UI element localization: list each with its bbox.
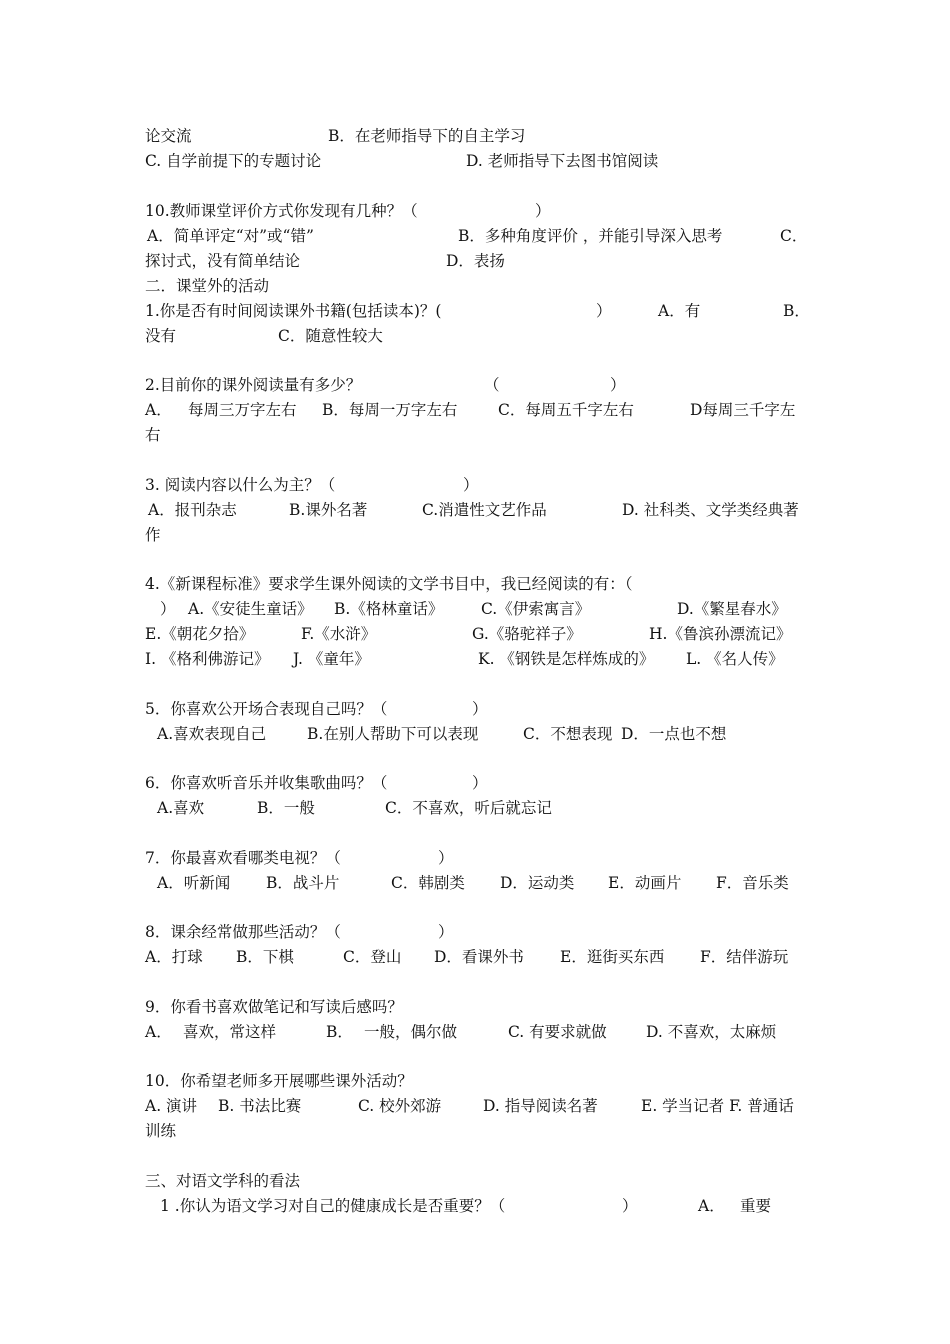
text-segment: D. 社科类、文学类经典著 xyxy=(622,501,799,519)
text-segment: E. 学当记者 F. 普通话 xyxy=(641,1097,794,1115)
text-segment: 2.目前你的课外阅读量有多少？ xyxy=(145,376,362,394)
text-segment: B．一般 xyxy=(257,799,315,817)
text-segment: A.喜欢表现自己 xyxy=(157,725,267,743)
text-segment: F．音乐类 xyxy=(716,874,789,892)
text-segment: A．简单评定“对”或“错” xyxy=(147,227,314,245)
text-segment: D．一点也不想 xyxy=(621,725,727,743)
text-segment: A． xyxy=(698,1197,725,1215)
text-segment: B．战斗片 xyxy=(266,874,340,892)
text-segment: 7．你最喜欢看哪类电视？（ xyxy=(145,849,341,867)
text-segment: 5．你喜欢公开场合表现自己吗？（ xyxy=(145,700,388,718)
text-segment: C．韩剧类 xyxy=(391,874,465,892)
text-segment: A．报刊杂志 xyxy=(148,501,237,519)
text-segment: H.《鲁滨孙漂流记》 xyxy=(649,625,792,643)
text-segment: A．打球 xyxy=(145,948,203,966)
text-segment: 4.《新课程标准》要求学生课外阅读的文学书目中，我已经阅读的有：（ xyxy=(145,575,633,593)
text-segment: F.《水浒》 xyxy=(301,625,377,643)
text-segment: 10．你希望老师多开展哪些课外活动？ xyxy=(145,1072,413,1090)
text-segment: 10.教师课堂评价方式你发现有几种？（ xyxy=(145,202,418,220)
text-segment: 喜欢，常这样 xyxy=(183,1023,277,1041)
text-segment: C． xyxy=(780,227,808,245)
text-segment: B.课外名著 xyxy=(289,501,368,519)
text-segment: C. 自学前提下的专题讨论 xyxy=(145,152,322,170)
text-segment: G.《骆驼祥子》 xyxy=(472,625,582,643)
text-segment: 论交流 xyxy=(145,127,192,145)
text-segment: C．每周五千字左右 xyxy=(498,401,634,419)
text-segment: 作 xyxy=(145,526,161,544)
text-segment: C．不想表现 xyxy=(523,725,613,743)
text-segment: ） xyxy=(622,1197,638,1215)
text-segment: 训练 xyxy=(145,1122,177,1140)
text-segment: C．不喜欢，听后就忘记 xyxy=(385,799,552,817)
text-segment: ） xyxy=(472,700,488,718)
text-segment: F．结伴游玩 xyxy=(700,948,789,966)
text-segment: ） xyxy=(472,774,488,792)
text-segment: K. 《钢铁是怎样炼成的》 xyxy=(478,650,655,668)
text-segment: B．多种角度评价 ，并能引导深入思考 xyxy=(458,227,723,245)
text-segment: E．逛街买东西 xyxy=(560,948,665,966)
text-segment: ） xyxy=(610,376,626,394)
text-segment: B． xyxy=(783,302,810,320)
text-segment: 6．你喜欢听音乐并收集歌曲吗？（ xyxy=(145,774,388,792)
text-segment: 1 .你认为语文学习对自己的健康成长是否重要？（ xyxy=(160,1197,506,1215)
text-segment: ） xyxy=(160,600,176,618)
text-segment: A． xyxy=(145,401,172,419)
text-segment: B.《格林童话》 xyxy=(334,600,444,618)
text-segment: A．有 xyxy=(658,302,701,320)
text-segment: 一般，偶尔做 xyxy=(364,1023,458,1041)
text-segment: L. 《名人传》 xyxy=(686,650,784,668)
text-segment: 3. 阅读内容以什么为主？（ xyxy=(145,476,336,494)
text-segment: B．每周一万字左右 xyxy=(322,401,458,419)
text-segment: A． xyxy=(145,1023,172,1041)
text-segment: D. 指导阅读名著 xyxy=(483,1097,598,1115)
text-segment: ） xyxy=(463,476,479,494)
text-segment: D. 不喜欢，太麻烦 xyxy=(646,1023,777,1041)
text-segment: 二．课堂外的活动 xyxy=(145,277,270,295)
text-segment: ） xyxy=(535,202,551,220)
text-segment: C．登山 xyxy=(343,948,402,966)
text-segment: 1.你是否有时间阅读课外书籍(包括读本)？( xyxy=(145,302,442,320)
text-segment: ） xyxy=(438,923,454,941)
text-segment: D．表扬 xyxy=(446,252,505,270)
text-segment: J. 《童年》 xyxy=(293,650,370,668)
text-segment: E.《朝花夕拾》 xyxy=(145,625,255,643)
text-segment: 每周三万字左右 xyxy=(188,401,297,419)
text-segment: B. 书法比赛 xyxy=(218,1097,302,1115)
text-segment: C．随意性较大 xyxy=(278,327,383,345)
text-segment: B．下棋 xyxy=(236,948,294,966)
text-segment: 9．你看书喜欢做笔记和写读后感吗？ xyxy=(145,998,403,1016)
text-segment: 重要 xyxy=(740,1197,772,1215)
text-segment: E．动画片 xyxy=(608,874,682,892)
text-segment: 8．课余经常做那些活动？（ xyxy=(145,923,341,941)
text-segment: ） xyxy=(438,849,454,867)
text-segment: 三、对语文学科的看法 xyxy=(145,1172,301,1190)
text-segment: B.在别人帮助下可以表现 xyxy=(307,725,479,743)
text-segment: B． xyxy=(326,1023,353,1041)
text-segment: D.《繁星春水》 xyxy=(677,600,787,618)
text-segment: ） xyxy=(596,302,612,320)
text-segment: A. 演讲 xyxy=(145,1097,198,1115)
text-segment: C. 校外郊游 xyxy=(358,1097,442,1115)
text-segment: C.《伊索寓言》 xyxy=(481,600,591,618)
text-segment: D．看课外书 xyxy=(434,948,524,966)
text-segment: B．在老师指导下的自主学习 xyxy=(328,127,526,145)
text-segment: I. 《格利佛游记》 xyxy=(145,650,270,668)
text-segment: A.《安徒生童话》 xyxy=(188,600,313,618)
text-segment: A．听新闻 xyxy=(157,874,231,892)
text-segment: D．运动类 xyxy=(500,874,575,892)
text-segment: 右 xyxy=(145,426,161,444)
text-segment: C.消遣性文艺作品 xyxy=(422,501,547,519)
text-segment: C. 有要求就做 xyxy=(508,1023,607,1041)
text-segment: 探讨式，没有简单结论 xyxy=(145,252,301,270)
text-segment: A.喜欢 xyxy=(157,799,205,817)
text-segment: D每周三千字左 xyxy=(690,401,796,419)
text-segment: 没有 xyxy=(145,327,177,345)
text-segment: D. 老师指导下去图书馆阅读 xyxy=(466,152,659,170)
text-segment: （ xyxy=(484,376,500,394)
